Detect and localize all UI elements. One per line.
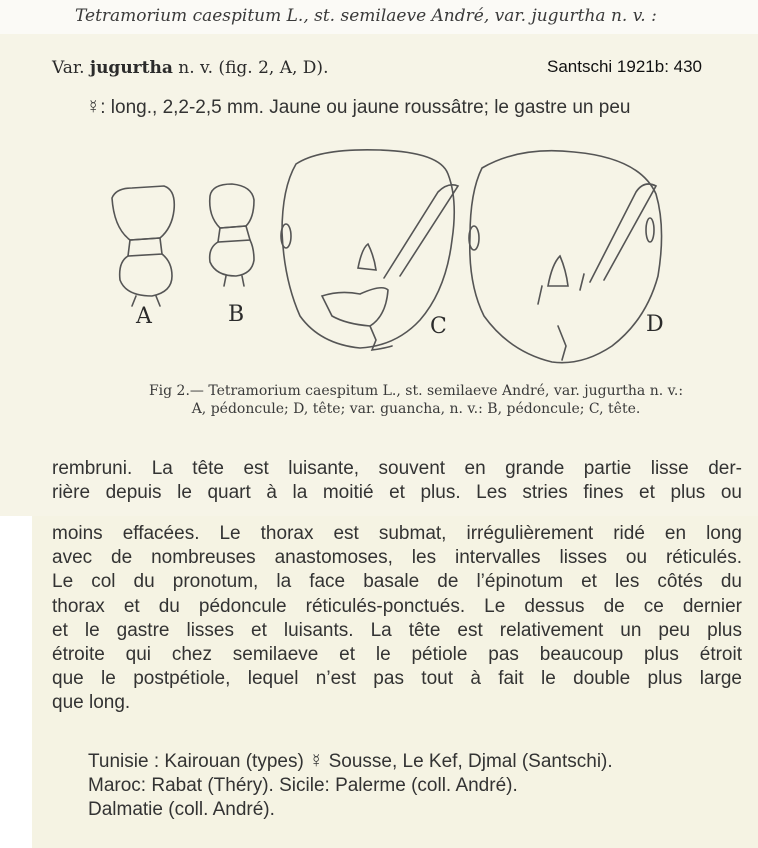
figure-label-d: D [646,312,664,337]
variety-prefix: Var. [52,58,85,78]
text-line: Le col du pronotum, la face basale de l’épinotum et les côtés du [52,571,742,593]
text-line: rière depuis le quart à la moitié et plus. Les stries fines et plus ou [52,482,742,504]
text-line: étroite qui chez semilaeve et le pétiole pas beaucoup plus étroit [52,644,742,666]
figure-label-a: A [136,304,152,329]
text-line: avec de nombreuses anastomoses, les intervalles lisses ou réticulés. [52,547,742,569]
paragraph-upper [52,457,742,505]
figure-2-drawing [0,0,758,380]
running-header-text: Tetramorium caespitum L., st. semilaeve André, var. jugurtha n. v. : [75,6,657,26]
figure-label-c: C [430,314,447,339]
text-line: rembruni. La tête est luisante, souvent en grande partie lisse der- [52,458,742,479]
text-line: que le postpétiole, lequel n’est pas tout à fait le double plus large [52,668,742,690]
localities [88,750,613,823]
description-first-line: ☿: long., 2,2-2,5 mm. Jaune ou jaune roussâtre; le gastre un peu [86,97,631,118]
text-line: thorax et du pédoncule réticulés-ponctués. Le dessus de ce dernier [52,595,742,617]
peduncle-a-drawing [112,186,174,306]
text-line: que long. [52,692,131,714]
locality-line: Dalmatie (coll. André). [88,799,275,821]
text-line: et le gastre lisses et luisants. La tête est relativement un peu plus [52,619,742,641]
locality-line: Maroc: Rabat (Théry). Sicile: Palerme (coll. André). [88,775,518,797]
figure-label-b: B [228,302,245,327]
figure-caption [86,382,746,418]
variety-suffix: n. v. (fig. 2, A, D). [178,58,329,78]
variety-name: jugurtha [89,58,173,78]
caption-line: Fig 2.— Tetramorium caespitum L., st. semilaeve André, var. jugurtha n. v.: [148,383,684,399]
locality-line: Tunisie : Kairouan (types) ☿ Sousse, Le Kef, Djmal (Santschi). [88,751,613,772]
peduncle-b-drawing [210,184,254,286]
head-d-drawing [469,151,662,363]
citation-label: Santschi 1921b: 430 [547,57,703,76]
text-line: moins effacées. Le thorax est submat, irrégulièrement ridé en long [52,523,742,544]
caption-line: A, pédoncule; D, tête; var. guancha, n. v.: B, pédoncule; C, tête. [191,401,641,417]
paragraph-lower [52,522,742,716]
